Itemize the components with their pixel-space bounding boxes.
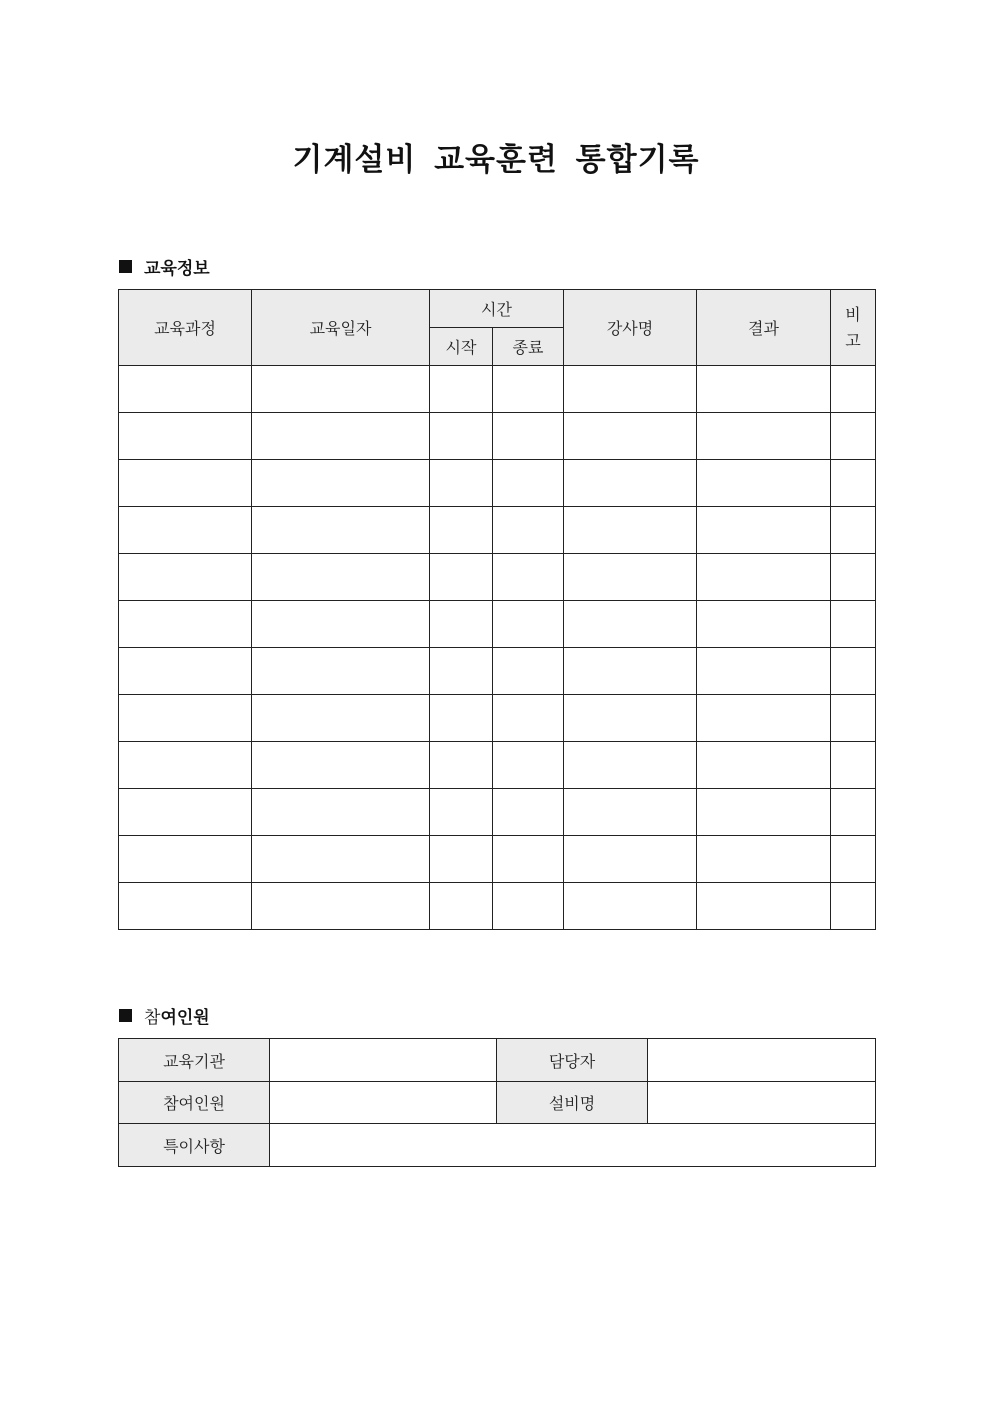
cell-date[interactable] <box>252 601 430 648</box>
participants-heading <box>119 1003 210 1028</box>
cell-start[interactable] <box>430 554 493 601</box>
participants-title-prefix: 참 <box>144 1008 161 1028</box>
participants-title-rest: 여인원 <box>160 1008 210 1028</box>
cell-remark[interactable] <box>831 789 876 836</box>
table-row <box>119 742 876 789</box>
cell-result[interactable] <box>697 883 831 930</box>
cell-instructor[interactable] <box>564 554 697 601</box>
cell-date[interactable] <box>252 648 430 695</box>
square-bullet-icon <box>119 260 132 273</box>
cell-date[interactable] <box>252 413 430 460</box>
table-row <box>119 695 876 742</box>
cell-instructor[interactable] <box>564 836 697 883</box>
table-row <box>119 460 876 507</box>
cell-course[interactable] <box>119 883 252 930</box>
header-remark-line-1: 비 <box>845 304 861 324</box>
cell-start[interactable] <box>430 789 493 836</box>
table-row <box>119 648 876 695</box>
cell-end[interactable] <box>493 695 564 742</box>
cell-instructor[interactable] <box>564 695 697 742</box>
cell-end[interactable] <box>493 413 564 460</box>
cell-start[interactable] <box>430 601 493 648</box>
cell-result[interactable] <box>697 460 831 507</box>
cell-start[interactable] <box>430 366 493 413</box>
cell-result[interactable] <box>697 601 831 648</box>
cell-instructor[interactable] <box>564 742 697 789</box>
cell-course[interactable] <box>119 742 252 789</box>
cell-remark[interactable] <box>831 883 876 930</box>
header-start: 시작 <box>430 328 493 366</box>
cell-instructor[interactable] <box>564 648 697 695</box>
value-participants[interactable] <box>270 1082 497 1124</box>
cell-date[interactable] <box>252 836 430 883</box>
cell-course[interactable] <box>119 460 252 507</box>
header-instructor: 강사명 <box>564 290 697 366</box>
cell-remark[interactable] <box>831 742 876 789</box>
cell-remark[interactable] <box>831 366 876 413</box>
cell-course[interactable] <box>119 836 252 883</box>
cell-start[interactable] <box>430 836 493 883</box>
header-row-top <box>119 290 876 328</box>
table-row <box>119 413 876 460</box>
cell-date[interactable] <box>252 366 430 413</box>
participants-row-2 <box>119 1082 876 1124</box>
header-end: 종료 <box>493 328 564 366</box>
table-row <box>119 366 876 413</box>
label-notes: 특이사항 <box>119 1124 270 1167</box>
cell-remark[interactable] <box>831 695 876 742</box>
cell-remark[interactable] <box>831 554 876 601</box>
cell-remark[interactable] <box>831 413 876 460</box>
cell-instructor[interactable] <box>564 789 697 836</box>
cell-end[interactable] <box>493 507 564 554</box>
table-row <box>119 554 876 601</box>
table-row <box>119 883 876 930</box>
cell-start[interactable] <box>430 648 493 695</box>
cell-result[interactable] <box>697 695 831 742</box>
cell-date[interactable] <box>252 695 430 742</box>
value-institution[interactable] <box>270 1039 497 1082</box>
value-notes[interactable] <box>270 1124 876 1167</box>
education-info-heading <box>119 254 210 279</box>
cell-result[interactable] <box>697 366 831 413</box>
cell-date[interactable] <box>252 460 430 507</box>
cell-end[interactable] <box>493 601 564 648</box>
education-info-table <box>118 289 876 930</box>
cell-instructor[interactable] <box>564 460 697 507</box>
cell-course[interactable] <box>119 789 252 836</box>
header-time: 시간 <box>430 290 564 328</box>
cell-date[interactable] <box>252 507 430 554</box>
cell-course[interactable] <box>119 648 252 695</box>
square-bullet-icon <box>119 1009 132 1022</box>
cell-instructor[interactable] <box>564 601 697 648</box>
cell-date[interactable] <box>252 789 430 836</box>
cell-remark[interactable] <box>831 460 876 507</box>
cell-date[interactable] <box>252 742 430 789</box>
cell-start[interactable] <box>430 742 493 789</box>
participants-table <box>118 1038 876 1167</box>
cell-instructor[interactable] <box>564 413 697 460</box>
education-info-body <box>119 366 876 930</box>
label-institution: 교육기관 <box>119 1039 270 1082</box>
cell-course[interactable] <box>119 507 252 554</box>
cell-result[interactable] <box>697 742 831 789</box>
cell-course[interactable] <box>119 554 252 601</box>
document-title: 기계설비 교육훈련 통합기록 <box>292 142 700 178</box>
cell-result[interactable] <box>697 554 831 601</box>
cell-start[interactable] <box>430 460 493 507</box>
cell-result[interactable] <box>697 413 831 460</box>
cell-date[interactable] <box>252 883 430 930</box>
cell-remark[interactable] <box>831 507 876 554</box>
cell-course[interactable] <box>119 695 252 742</box>
header-result: 결과 <box>697 290 831 366</box>
table-row <box>119 789 876 836</box>
cell-remark[interactable] <box>831 648 876 695</box>
cell-end[interactable] <box>493 648 564 695</box>
cell-result[interactable] <box>697 836 831 883</box>
cell-end[interactable] <box>493 742 564 789</box>
header-remark <box>831 290 876 366</box>
cell-course[interactable] <box>119 366 252 413</box>
cell-instructor[interactable] <box>564 883 697 930</box>
cell-result[interactable] <box>697 789 831 836</box>
cell-end[interactable] <box>493 554 564 601</box>
header-remark-line-2: 고 <box>845 330 861 350</box>
label-manager: 담당자 <box>497 1039 648 1082</box>
cell-start[interactable] <box>430 507 493 554</box>
table-row <box>119 601 876 648</box>
value-manager[interactable] <box>648 1039 876 1082</box>
cell-end[interactable] <box>493 460 564 507</box>
cell-course[interactable] <box>119 413 252 460</box>
cell-remark[interactable] <box>831 836 876 883</box>
label-equipment: 설비명 <box>497 1082 648 1124</box>
cell-remark[interactable] <box>831 601 876 648</box>
cell-result[interactable] <box>697 648 831 695</box>
label-participants: 참여인원 <box>119 1082 270 1124</box>
cell-instructor[interactable] <box>564 507 697 554</box>
cell-end[interactable] <box>493 836 564 883</box>
value-equipment[interactable] <box>648 1082 876 1124</box>
table-row <box>119 507 876 554</box>
participants-row-1 <box>119 1039 876 1082</box>
header-date: 교육일자 <box>252 290 430 366</box>
participants-row-3 <box>119 1124 876 1167</box>
cell-start[interactable] <box>430 695 493 742</box>
cell-instructor[interactable] <box>564 366 697 413</box>
cell-course[interactable] <box>119 601 252 648</box>
cell-end[interactable] <box>493 366 564 413</box>
cell-start[interactable] <box>430 413 493 460</box>
education-info-title: 교육정보 <box>144 259 210 279</box>
cell-result[interactable] <box>697 507 831 554</box>
cell-end[interactable] <box>493 789 564 836</box>
table-row <box>119 836 876 883</box>
cell-date[interactable] <box>252 554 430 601</box>
cell-start[interactable] <box>430 883 493 930</box>
header-course: 교육과정 <box>119 290 252 366</box>
cell-end[interactable] <box>493 883 564 930</box>
